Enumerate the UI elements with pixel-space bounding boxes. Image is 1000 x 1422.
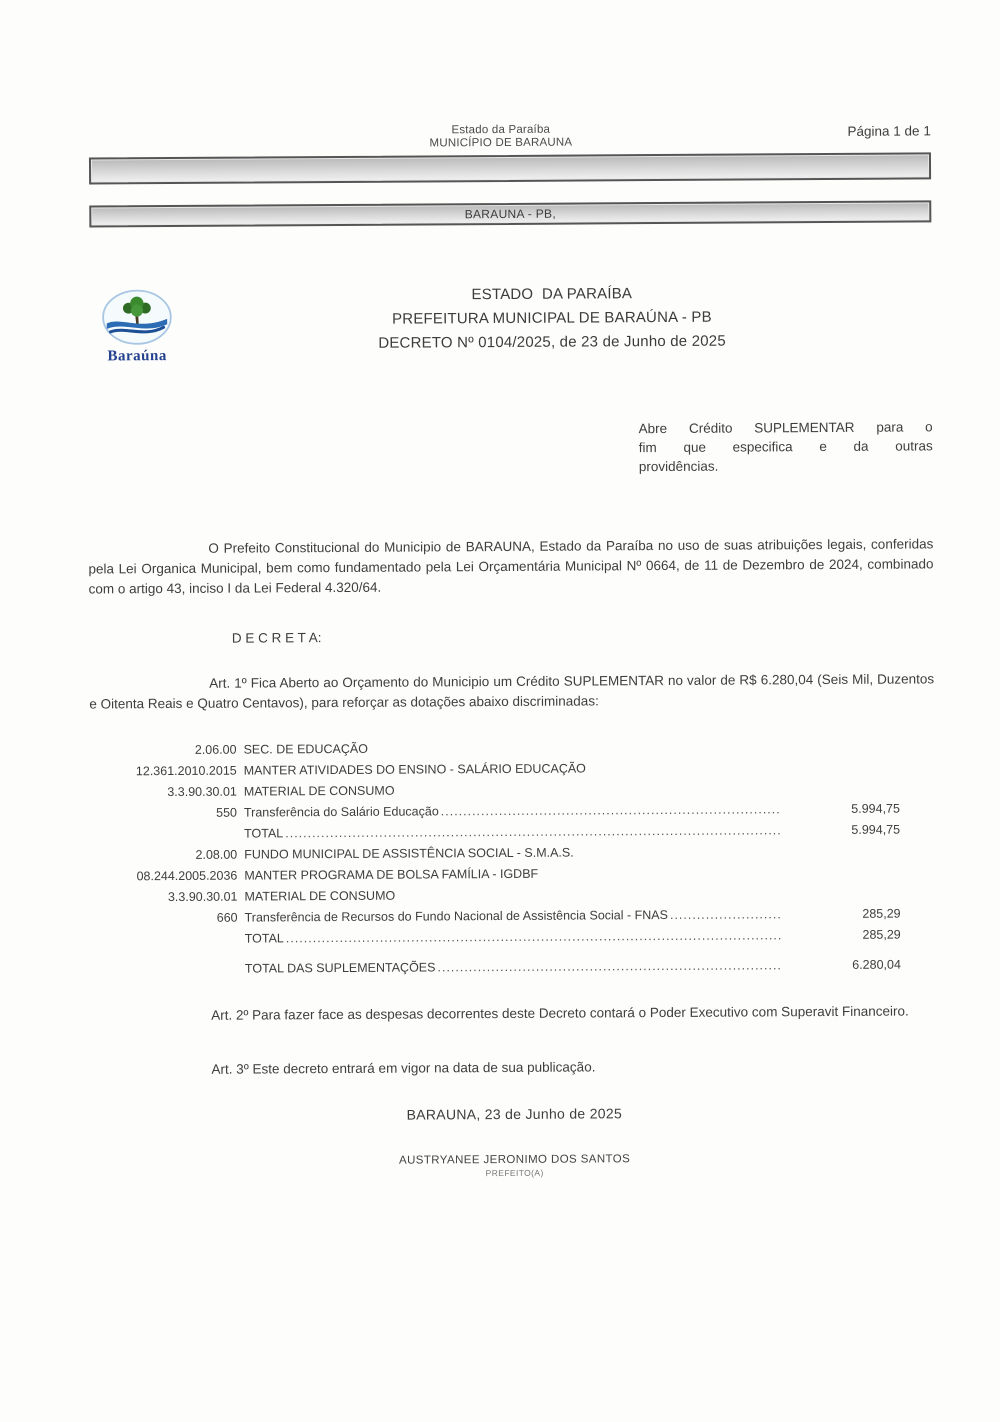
budget-desc: MATERIAL DE CONSUMO (243, 783, 395, 799)
budget-desc: TOTAL DAS SUPLEMENTAÇÕES (244, 960, 436, 976)
budget-value: 5.994,75 (851, 801, 900, 816)
budget-row (91, 955, 901, 981)
article-2: Art. 2º Para fazer face as despesas decorrentes deste Decreto contará o Poder Executivo com Superavit Financeiro. (211, 1003, 909, 1023)
article-3: Art. 3º Este decreto entrará em vigor na data de sua publicação. (211, 1059, 596, 1077)
logo-caption: Baraúna (107, 348, 167, 365)
dot-leader (285, 820, 781, 844)
budget-value (788, 897, 900, 898)
date-line: BARAUNA, 23 de Junho de 2025 (406, 1105, 623, 1123)
document-body (88, 417, 938, 1180)
budget-value: 285,29 (862, 906, 901, 921)
budget-code: 3.3.90.30.01 (167, 784, 237, 800)
budget-value (788, 771, 900, 772)
budget-value: 5.994,75 (851, 822, 901, 837)
budget-value (788, 750, 900, 751)
budget-code (91, 943, 238, 944)
budget-desc: TOTAL (244, 826, 284, 841)
budget-desc-cell (245, 925, 782, 949)
ementa-line: Abre Crédito SUPLEMENTAR para o (638, 419, 933, 437)
dot-leader (286, 925, 782, 949)
budget-desc: SEC. DE EDUCAÇÃO (243, 741, 368, 757)
budget-desc-cell (245, 955, 782, 979)
budget-desc: MANTER ATIVIDADES DO ENSINO - SALÁRIO EDUCAÇÃO (243, 761, 586, 778)
city-banner: BARAUNA - PB, (89, 200, 931, 227)
signature-block (92, 1151, 937, 1180)
header-form-box (89, 152, 931, 184)
budget-code: 2.08.00 (195, 847, 238, 862)
budget-value: 6.280,04 (852, 957, 901, 972)
dot-leader (441, 799, 781, 822)
ementa (639, 417, 933, 476)
article-1: Art. 1º Fica Aberto ao Orçamento do Municipio um Crédito SUPLEMENTAR no valor de R$ 6.280,04 (Seis Mil, Duzentos e Oitenta Reais e Quatro Centavos), para reforçar as dotações abaixo discriminadas: (89, 671, 935, 712)
budget-value (788, 792, 900, 793)
budget-desc: TOTAL (244, 931, 284, 946)
budget-value (788, 876, 900, 877)
budget-table (90, 736, 901, 981)
budget-code (91, 973, 238, 974)
header-municipality: MUNICÍPIO DE BARAUNA (429, 136, 573, 150)
budget-code: 08.244.2005.2036 (136, 868, 238, 884)
budget-desc: FUNDO MUNICIPAL DE ASSISTÊNCIA SOCIAL - S.M.A.S. (244, 845, 574, 862)
budget-code: 660 (216, 910, 238, 925)
page-number: Página 1 de 1 (847, 123, 931, 139)
header-state: Estado da Paraíba (451, 123, 551, 137)
budget-code: 2.06.00 (194, 742, 237, 757)
document-title-block (162, 280, 942, 357)
budget-desc: Transferência do Salário Educação (243, 804, 439, 820)
budget-desc: MANTER PROGRAMA DE BOLSA FAMÍLIA - IGDBF (244, 866, 539, 883)
budget-code: 3.3.90.30.01 (167, 889, 238, 905)
ementa-line: providências. (638, 458, 719, 475)
budget-value (788, 855, 900, 856)
budget-value: 285,29 (862, 927, 901, 942)
budget-code (90, 838, 237, 839)
dot-leader (670, 904, 782, 926)
budget-code: 550 (216, 805, 238, 820)
decreta-label: D E C R E T A: (231, 630, 322, 646)
title-state: ESTADO DA PARAÍBA (471, 285, 633, 304)
budget-desc: Transferência de Recursos do Fundo Nacional de Assistência Social - FNAS (244, 907, 668, 925)
title-decreto: DECRETO Nº 0104/2025, de 23 de Junho de 2025 (378, 332, 726, 352)
budget-desc: MATERIAL DE CONSUMO (244, 888, 396, 904)
ementa-line: fim que especifica e da outras (638, 438, 933, 456)
budget-code: 12.361.2010.2015 (135, 763, 237, 779)
title-prefeitura: PREFEITURA MUNICIPAL DE BARAÚNA - PB (392, 308, 712, 328)
preamble-paragraph: O Prefeito Constitucional do Municipio de BARAUNA, Estado da Paraíba no uso de suas atribuições legais, conferidas pela Lei Organica Municipal, bem como fundamentado pela Lei Orçamentária Municipal Nº 0664, de 11 de Dezembro de 2024, combinado com o artigo 43, inciso I da Lei Federal 4.320/64. (88, 536, 934, 597)
signature-role: PREFEITO(A) (485, 1167, 544, 1179)
dot-leader (437, 955, 782, 978)
signature-name: AUSTRYANEE JERONIMO DOS SANTOS (398, 1153, 631, 1167)
